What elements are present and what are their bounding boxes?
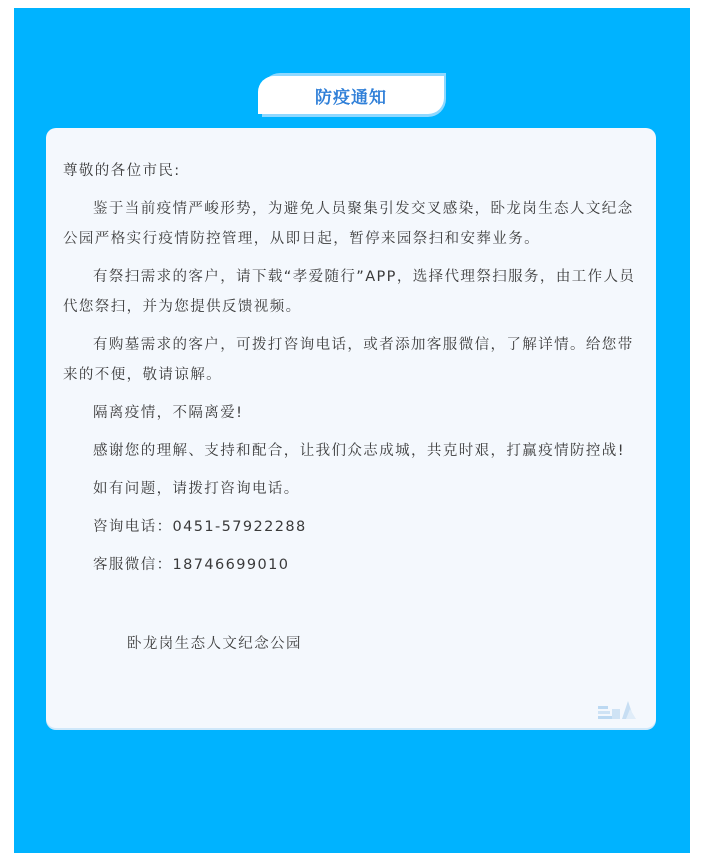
service-wechat: 客服微信：18746699010 [93,557,290,573]
notice-body [63,156,641,580]
paragraph-purchase: 有购墓需求的客户，可拨打咨询电话，或者添加客服微信，了解详情。给您带来的不便，敬请谅解。 [63,337,634,383]
paragraph-proxy-sweeping: 有祭扫需求的客户，请下载“孝爱随行”APP，选择代理祭扫服务，由工作人员代您祭扫，并为您提供反馈视频。 [63,269,636,315]
paragraph-contact-hint: 如有问题，请拨打咨询电话。 [93,481,300,497]
paragraph-suspension: 鉴于当前疫情严峻形势，为避免人员聚集引发交叉感染，卧龙岗生态人文纪念公园严格实行疫情防控管理，从即日起，暂停来园祭扫和安葬业务。 [63,201,634,247]
watermark-icon [596,697,638,721]
page-title: 防疫通知 [315,87,387,108]
consult-phone: 咨询电话：0451-57922288 [93,519,307,535]
paragraph-thanks: 感谢您的理解、支持和配合，让我们众志成城，共克时艰，打赢疫情防控战! [93,443,625,459]
paragraph-slogan: 隔离疫情，不隔离爱! [93,405,244,421]
greeting: 尊敬的各位市民: [63,163,181,179]
title-tab [258,76,444,114]
signature: 卧龙岗生态人文纪念公园 [127,636,302,652]
